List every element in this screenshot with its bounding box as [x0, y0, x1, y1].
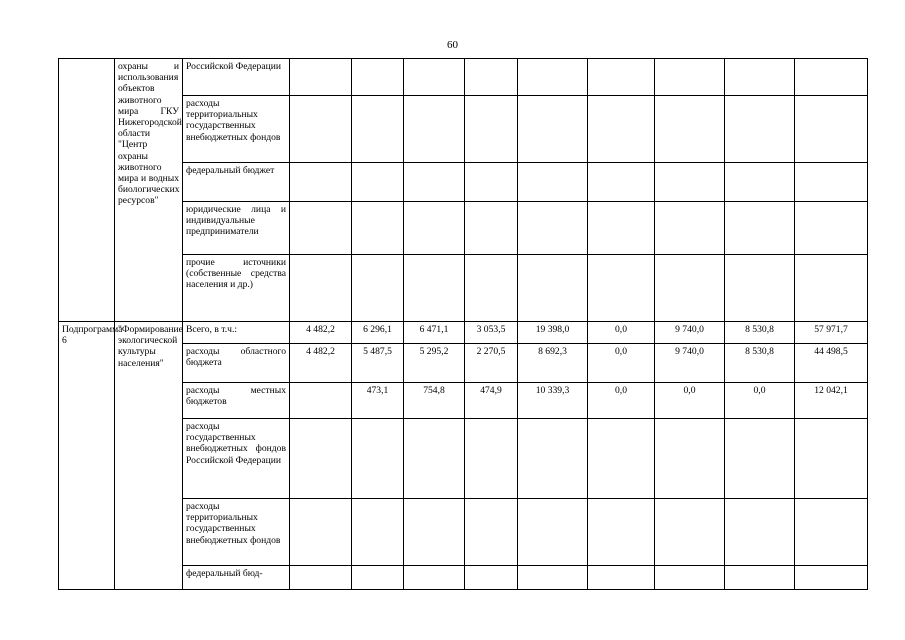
- value-cell: [588, 59, 655, 96]
- value-cell: 6 296,1: [352, 322, 404, 344]
- value-cell: [352, 202, 404, 255]
- value-cell: [655, 59, 725, 96]
- value-cell: 3 053,5: [465, 322, 518, 344]
- source-cell: федеральный бюд-: [183, 566, 290, 590]
- source-cell: расходы территориальных государственных внебюджетных фондов: [183, 499, 290, 566]
- value-cell: 10 339,3: [518, 383, 588, 419]
- source-cell: прочие источники (собственные средства населения и др.): [183, 255, 290, 322]
- value-cell: [352, 163, 404, 202]
- value-cell: [352, 59, 404, 96]
- value-cell: [352, 499, 404, 566]
- value-cell: [404, 499, 465, 566]
- source-cell: расходы местных бюджетов: [183, 383, 290, 419]
- source-cell: расходы государственных внебюджетных фондов Российской Федерации: [183, 419, 290, 499]
- value-cell: 0,0: [588, 322, 655, 344]
- value-cell: 0,0: [588, 383, 655, 419]
- value-cell: [655, 499, 725, 566]
- value-cell: [465, 96, 518, 163]
- value-cell: [795, 202, 868, 255]
- value-cell: 8 692,3: [518, 344, 588, 383]
- value-cell: 4 482,2: [290, 322, 352, 344]
- value-cell: [465, 59, 518, 96]
- value-cell: [404, 255, 465, 322]
- value-cell: [518, 566, 588, 590]
- value-cell: 6 471,1: [404, 322, 465, 344]
- source-cell: расходы областного бюджета: [183, 344, 290, 383]
- subprogram-title: "Формирование экологической культуры населения": [115, 322, 183, 590]
- value-cell: [795, 566, 868, 590]
- value-cell: [465, 255, 518, 322]
- value-cell: [588, 499, 655, 566]
- value-cell: [518, 255, 588, 322]
- value-cell: [655, 163, 725, 202]
- value-cell: [795, 96, 868, 163]
- value-cell: [518, 96, 588, 163]
- funding-table: [58, 58, 868, 590]
- value-cell: [290, 163, 352, 202]
- value-cell: 0,0: [725, 383, 795, 419]
- value-cell: [404, 419, 465, 499]
- value-cell: [518, 202, 588, 255]
- value-cell: [655, 419, 725, 499]
- value-cell: [725, 255, 795, 322]
- value-cell: [352, 419, 404, 499]
- value-cell: 5 295,2: [404, 344, 465, 383]
- value-cell: [795, 163, 868, 202]
- value-cell: [795, 499, 868, 566]
- value-cell: [588, 255, 655, 322]
- value-cell: [465, 163, 518, 202]
- value-cell: [290, 419, 352, 499]
- value-cell: 19 398,0: [518, 322, 588, 344]
- value-cell: [518, 499, 588, 566]
- value-cell: [352, 566, 404, 590]
- value-cell: 57 971,7: [795, 322, 868, 344]
- value-cell: [518, 419, 588, 499]
- value-cell: [795, 59, 868, 96]
- program-cell: [59, 59, 115, 322]
- value-cell: 8 530,8: [725, 344, 795, 383]
- value-cell: 9 740,0: [655, 322, 725, 344]
- value-cell: [795, 255, 868, 322]
- value-cell: [465, 202, 518, 255]
- source-cell: федеральный бюджет: [183, 163, 290, 202]
- value-cell: 44 498,5: [795, 344, 868, 383]
- value-cell: 4 482,2: [290, 344, 352, 383]
- table-row: [59, 322, 868, 344]
- value-cell: [518, 163, 588, 202]
- value-cell: [725, 499, 795, 566]
- value-cell: [588, 566, 655, 590]
- value-cell: [465, 419, 518, 499]
- value-cell: [518, 59, 588, 96]
- page-number: 60: [447, 39, 458, 51]
- value-cell: [465, 499, 518, 566]
- value-cell: [404, 202, 465, 255]
- value-cell: [795, 419, 868, 499]
- value-cell: [588, 419, 655, 499]
- value-cell: 8 530,8: [725, 322, 795, 344]
- value-cell: [290, 566, 352, 590]
- value-cell: [290, 59, 352, 96]
- value-cell: [290, 383, 352, 419]
- value-cell: [588, 163, 655, 202]
- value-cell: [655, 566, 725, 590]
- value-cell: [655, 255, 725, 322]
- source-cell: расходы территориальных государственных внебюджетных фондов: [183, 96, 290, 163]
- table-row: [59, 59, 868, 96]
- source-cell: Российской Федерации: [183, 59, 290, 96]
- value-cell: [404, 566, 465, 590]
- value-cell: [404, 59, 465, 96]
- value-cell: 2 270,5: [465, 344, 518, 383]
- value-cell: 9 740,0: [655, 344, 725, 383]
- value-cell: 5 487,5: [352, 344, 404, 383]
- value-cell: [725, 419, 795, 499]
- value-cell: 12 042,1: [795, 383, 868, 419]
- value-cell: [588, 202, 655, 255]
- source-cell: Всего, в т.ч.:: [183, 322, 290, 344]
- value-cell: [352, 255, 404, 322]
- subprogram-name: Подпрограмма 6: [59, 322, 115, 590]
- value-cell: [404, 96, 465, 163]
- value-cell: [725, 59, 795, 96]
- value-cell: [290, 202, 352, 255]
- value-cell: [725, 566, 795, 590]
- value-cell: [725, 96, 795, 163]
- value-cell: [655, 202, 725, 255]
- value-cell: [290, 499, 352, 566]
- value-cell: [725, 202, 795, 255]
- value-cell: [588, 96, 655, 163]
- table-body: [59, 59, 868, 590]
- value-cell: [655, 96, 725, 163]
- value-cell: 0,0: [655, 383, 725, 419]
- value-cell: 474,9: [465, 383, 518, 419]
- value-cell: [290, 255, 352, 322]
- executor-cell: охраны и использования объектов животного мира ГКУ Нижегородской области "Центр охраны животного мира и водных биологических ресурсов": [115, 59, 183, 322]
- value-cell: [290, 96, 352, 163]
- source-cell: юридические лица и индивидуальные предприниматели: [183, 202, 290, 255]
- value-cell: [352, 96, 404, 163]
- value-cell: 0,0: [588, 344, 655, 383]
- value-cell: 754,8: [404, 383, 465, 419]
- value-cell: [465, 566, 518, 590]
- value-cell: [404, 163, 465, 202]
- value-cell: [725, 163, 795, 202]
- value-cell: 473,1: [352, 383, 404, 419]
